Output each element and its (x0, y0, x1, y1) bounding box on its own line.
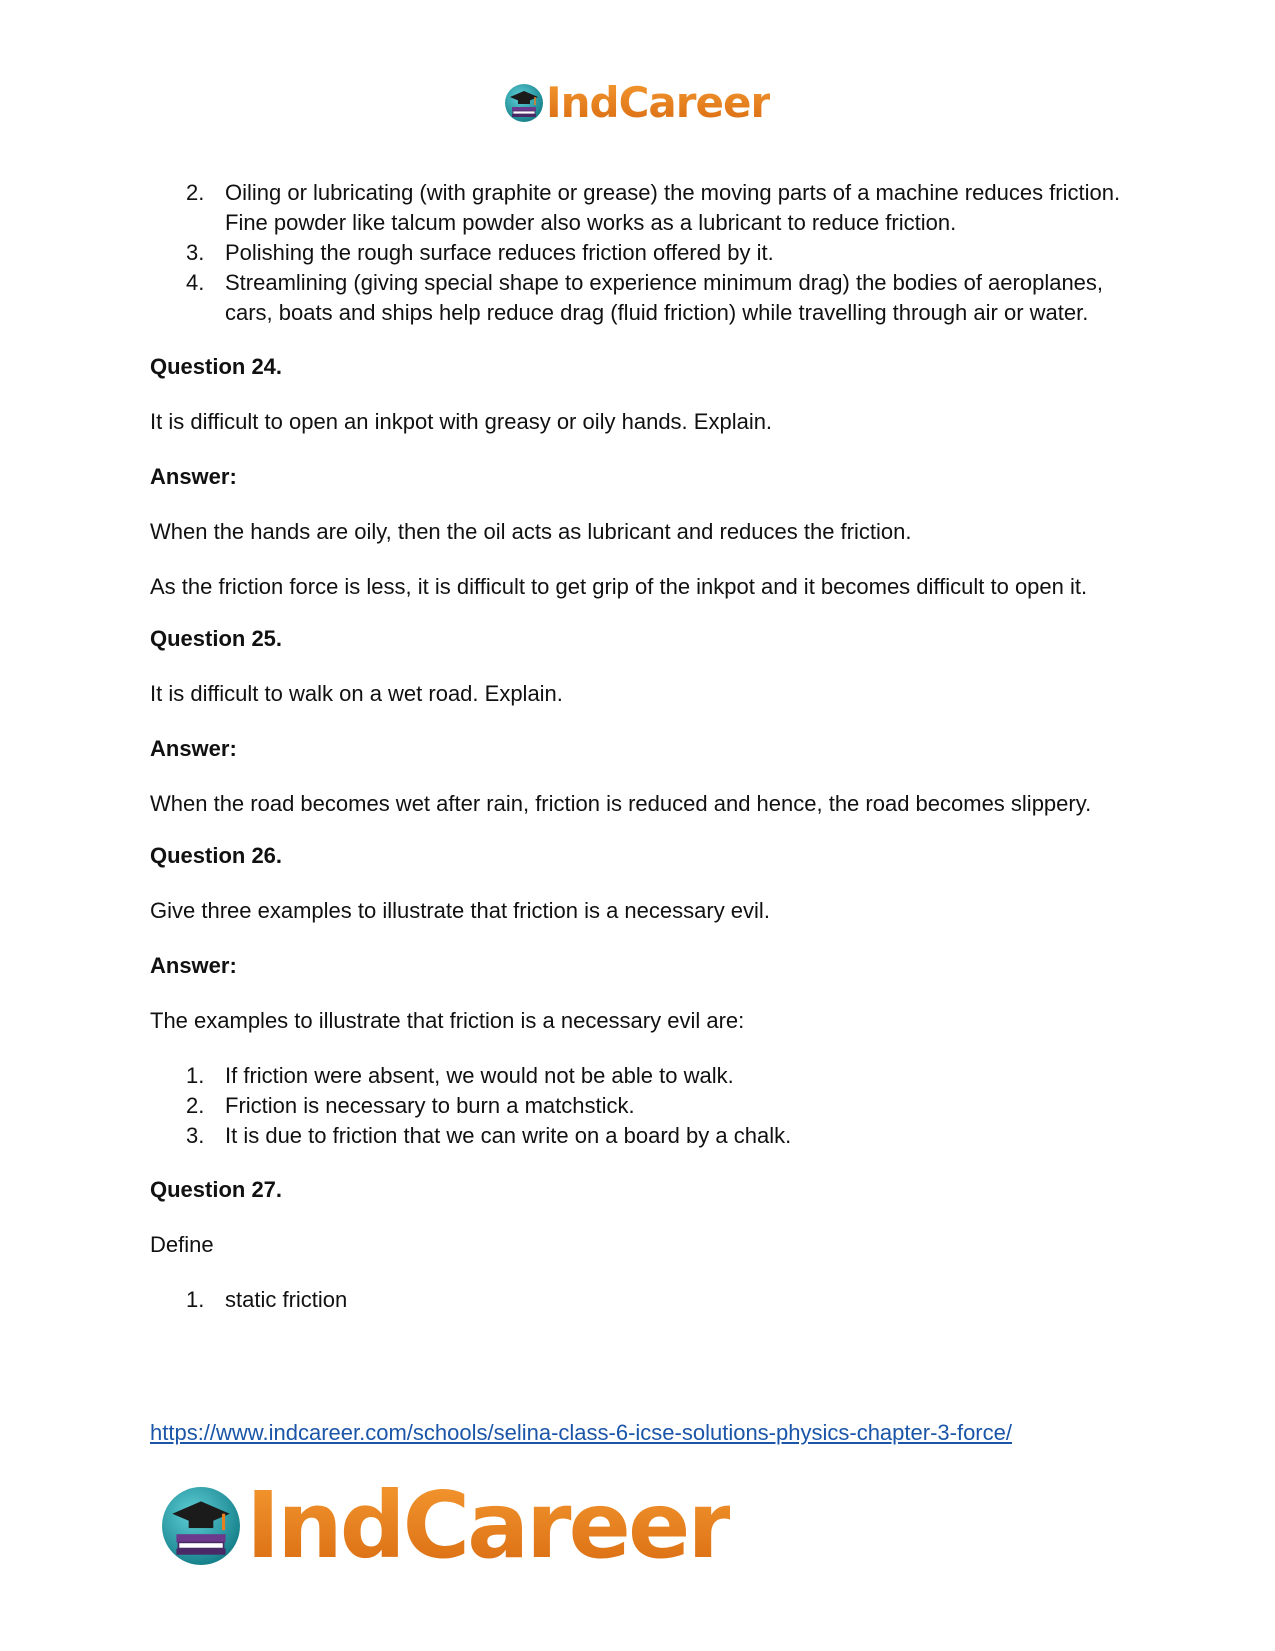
question-24-heading: Question 24. (150, 354, 283, 379)
question-25-text: It is difficult to walk on a wet road. Explain. (150, 681, 563, 706)
answer-26-intro: The examples to illustrate that friction is a necessary evil are: (150, 1008, 745, 1033)
list-item: 1. If friction were absent, we would not be able to walk. (186, 1063, 734, 1088)
question-27-list (150, 1285, 1130, 1315)
document-body (150, 178, 1130, 1339)
list-item: 2. Oiling or lubricating (with graphite or grease) the moving parts of a machine reduces friction. Fine powder like talcum powder also works as a lubricant to reduce friction. (186, 180, 1121, 235)
question-25-heading: Question 25. (150, 626, 283, 651)
list-item: 3. It is due to friction that we can write on a board by a chalk. (186, 1123, 792, 1148)
answer-24-paragraph-1: When the hands are oily, then the oil acts as lubricant and reduces the friction. (150, 519, 912, 544)
graduation-cap-book-icon (160, 1485, 242, 1567)
answer-24-label: Answer: (150, 464, 237, 489)
source-url-link[interactable]: https://www.indcareer.com/schools/selina-class-6-icse-solutions-physics-chapter-3-force/ (150, 1420, 1012, 1445)
list-item: 1. static friction (186, 1287, 348, 1312)
list-item: 2. Friction is necessary to burn a matchstick. (186, 1093, 635, 1118)
answer-25-paragraph-1: When the road becomes wet after rain, friction is reduced and hence, the road becomes slippery. (150, 791, 1092, 816)
header-logo (504, 78, 770, 127)
continued-list (150, 178, 1130, 328)
answer-26-list (150, 1061, 1130, 1151)
list-item: 4. Streamlining (giving special shape to experience minimum drag) the bodies of aeroplanes, cars, boats and ships help reduce drag (fluid friction) while travelling through air or water. (186, 270, 1104, 325)
footer-logo (160, 1472, 730, 1579)
brand-name: IndCareer (246, 1472, 730, 1579)
answer-24-paragraph-2: As the friction force is less, it is difficult to get grip of the inkpot and it becomes difficult to open it. (150, 574, 1088, 599)
question-26-text: Give three examples to illustrate that friction is a necessary evil. (150, 898, 770, 923)
answer-25-label: Answer: (150, 736, 237, 761)
question-27-text: Define (150, 1232, 214, 1257)
question-27-heading: Question 27. (150, 1177, 283, 1202)
question-24-text: It is difficult to open an inkpot with greasy or oily hands. Explain. (150, 409, 773, 434)
answer-26-label: Answer: (150, 953, 237, 978)
question-26-heading: Question 26. (150, 843, 283, 868)
brand-name: IndCareer (546, 78, 771, 127)
list-item: 3. Polishing the rough surface reduces friction offered by it. (186, 240, 774, 265)
graduation-cap-book-icon (504, 83, 544, 123)
